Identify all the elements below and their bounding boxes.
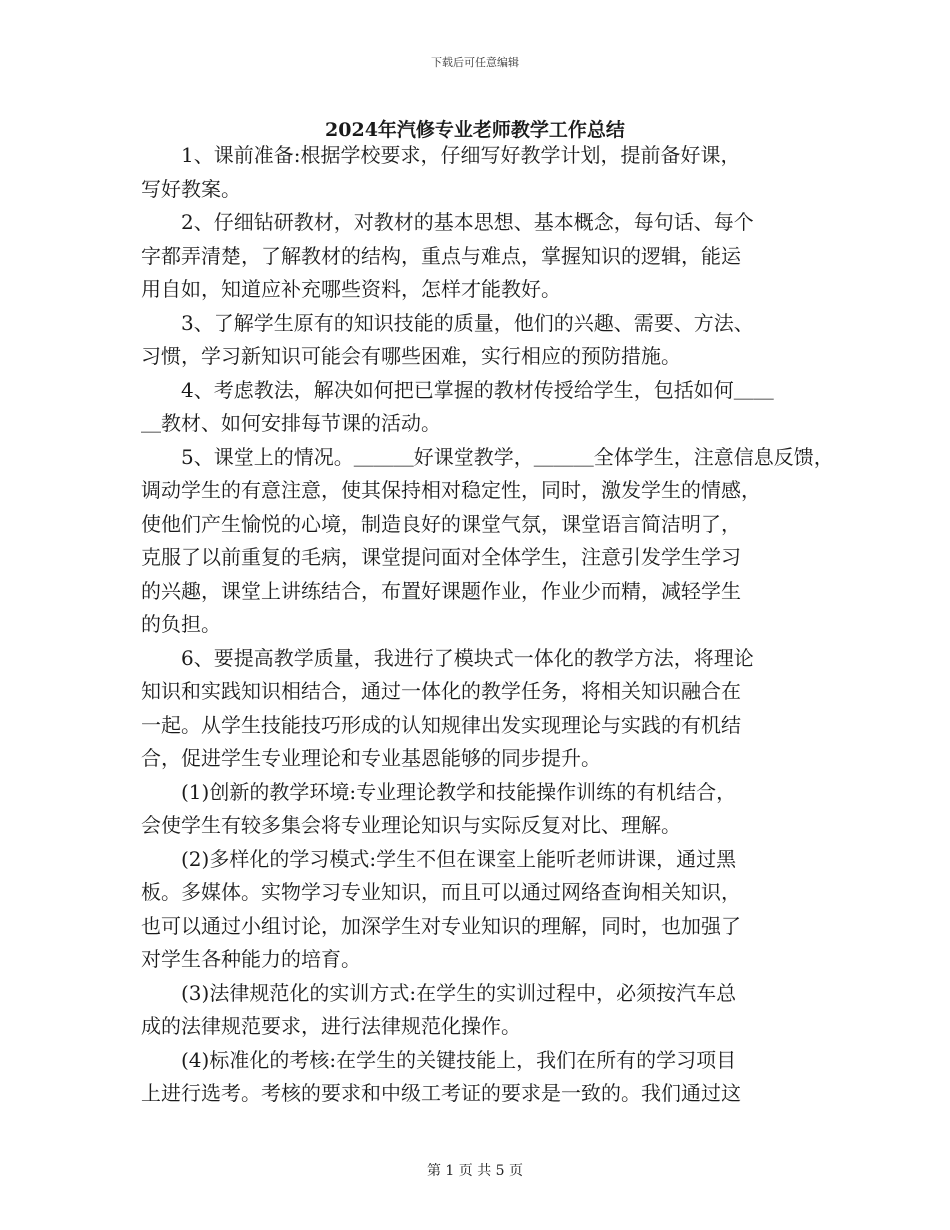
body-line: 1、课前准备:根据学校要求，仔细写好教学计划，提前备好课， (141, 143, 741, 167)
body-line: ＿教材、如何安排每节课的活动。 (141, 411, 441, 435)
body-line: 成的法律规范要求，进行法律规范化操作。 (141, 1014, 521, 1038)
body-line: 板。多媒体。实物学习专业知识，而且可以通过网络查询相关知识， (141, 880, 741, 904)
body-line: 的兴趣，课堂上讲练结合，布置好课题作业，作业少而精，减轻学生 (141, 579, 741, 603)
body-line: 合，促进学生专业理论和专业基恩能够的同步提升。 (141, 746, 601, 770)
body-line: 的负担。 (141, 612, 221, 636)
body-line: 对学生各种能力的培育。 (141, 947, 361, 971)
body-line: 习惯，学习新知识可能会有哪些困难，实行相应的预防措施。 (141, 344, 681, 368)
body-line: 使他们产生愉悦的心境，制造良好的课堂气氛，课堂语言简洁明了， (141, 512, 741, 536)
body-line: 知识和实践知识相结合，通过一体化的教学任务，将相关知识融合在 (141, 679, 741, 703)
body-line: (3)法律规范化的实训方式:在学生的实训过程中，必须按汽车总 (141, 981, 737, 1005)
page-footer: 第 1 页 共 5 页 (426, 1163, 524, 1179)
body-line: 6、要提高教学质量，我进行了模块式一体化的教学方法，将理论 (141, 646, 754, 670)
body-line: 3、了解学生原有的知识技能的质量，他们的兴趣、需要、方法、 (141, 311, 754, 335)
body-line: (1)创新的教学环境:专业理论教学和技能操作训练的有机结合， (141, 780, 737, 804)
body-line: 写好教案。 (141, 177, 241, 201)
body-line: 上进行选考。考核的要求和中级工考证的要求是一致的。我们通过这 (141, 1081, 741, 1105)
body-line: 一起。从学生技能技巧形成的认知规律出发实现理论与实践的有机结 (141, 713, 741, 737)
page-header-note: 下载后可任意编辑 (431, 56, 519, 69)
body-line: 字都弄清楚，了解教材的结构，重点与难点，掌握知识的逻辑，能运 (141, 244, 741, 268)
body-line: 会使学生有较多集会将专业理论知识与实际反复对比、理解。 (141, 813, 681, 837)
body-line: (4)标准化的考核:在学生的关键技能上，我们在所有的学习项目 (141, 1048, 737, 1072)
body-line: 也可以通过小组讨论，加深学生对专业知识的理解，同时，也加强了 (141, 914, 741, 938)
body-line: 调动学生的有意注意，使其保持相对稳定性，同时，激发学生的情感， (141, 478, 761, 502)
body-line: 5、课堂上的情况。＿＿＿好课堂教学，＿＿＿全体学生，注意信息反馈， (141, 445, 834, 469)
body-line: (2)多样化的学习模式:学生不但在课室上能听老师讲课，通过黑 (141, 847, 737, 871)
body-line: 4、考虑教法，解决如何把已掌握的教材传授给学生，包括如何＿＿ (141, 378, 774, 402)
body-line: 2、仔细钻研教材，对教材的基本思想、基本概念，每句话、每个 (141, 210, 754, 234)
document-title: 2024年汽修专业老师教学工作总结 (325, 119, 625, 141)
body-line: 用自如，知道应补充哪些资料，怎样才能教好。 (141, 277, 561, 301)
body-line: 克服了以前重复的毛病，课堂提问面对全体学生，注意引发学生学习 (141, 545, 741, 569)
